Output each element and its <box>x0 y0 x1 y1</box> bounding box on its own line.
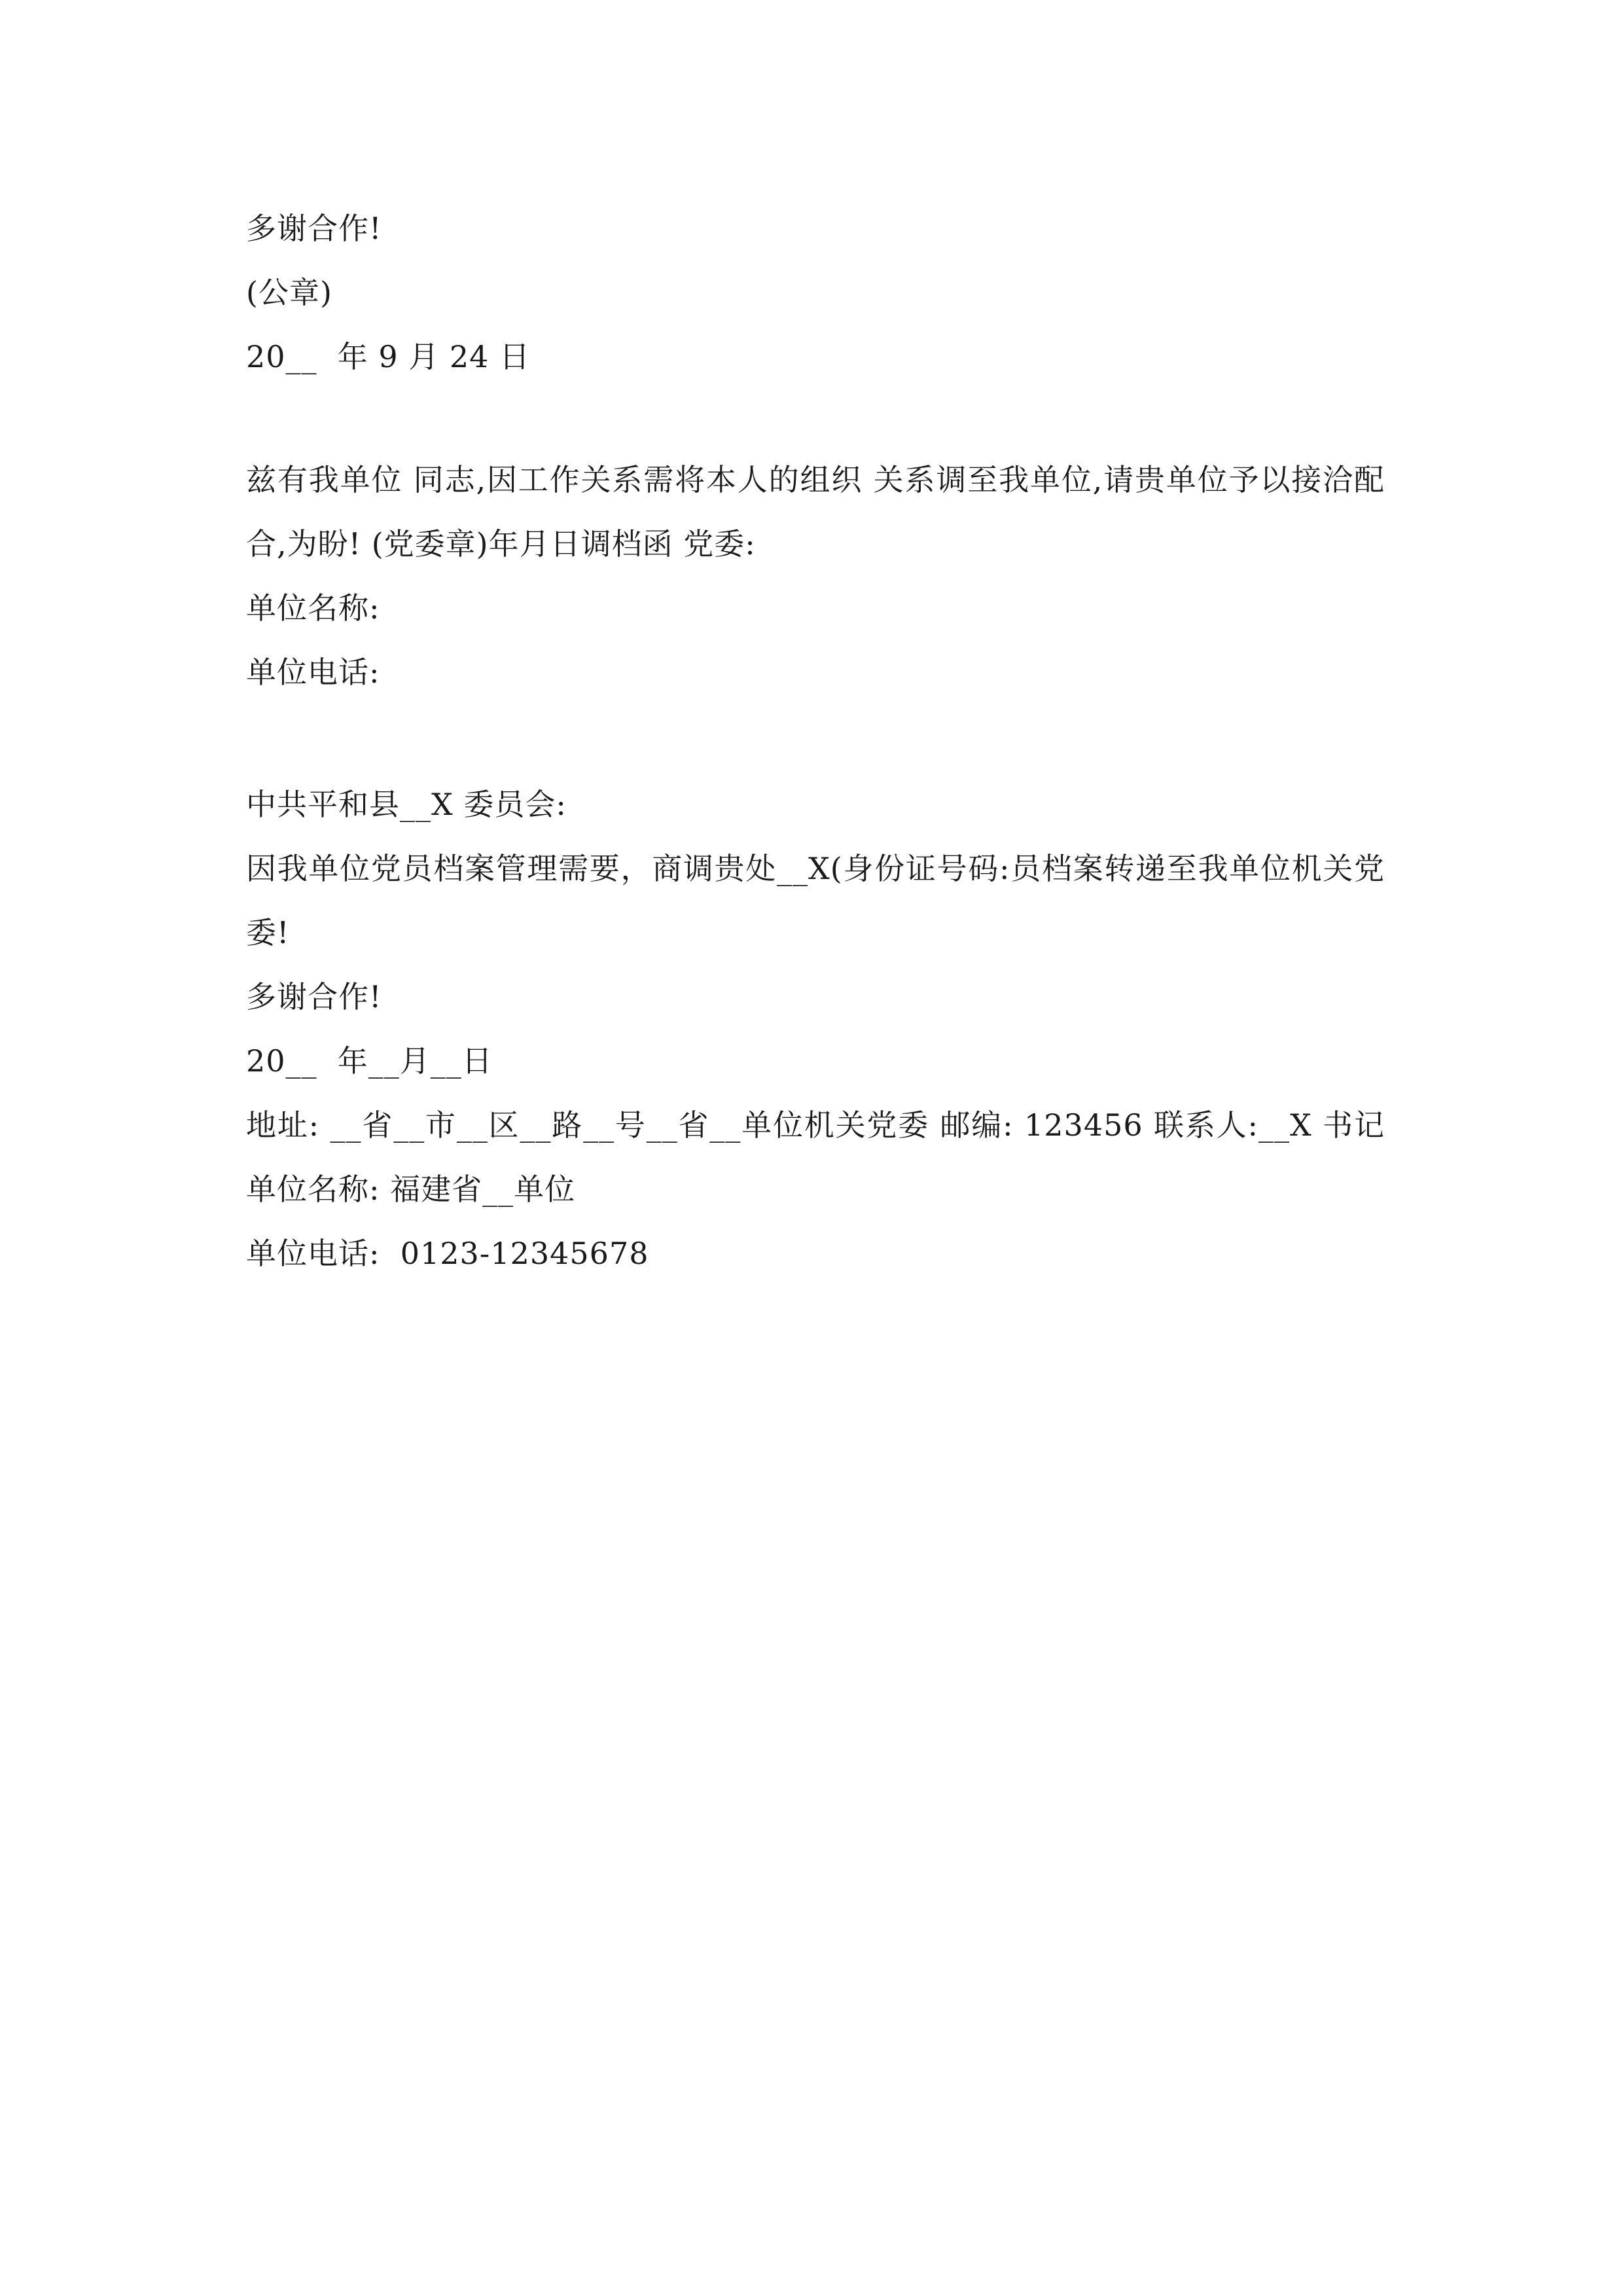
unit-phone-line: 单位电话: <box>246 655 380 690</box>
file-transfer-body: 因我单位党员档案管理需要，商调贵处__X(身份证号码:员档案转递至我单位机关党委! <box>246 851 1385 950</box>
closing-section <box>246 196 1385 389</box>
salutation-line: 中共平和县__X 委员会: <box>246 787 567 822</box>
address-line: 地址: __省__市__区__路__号__省__单位机关党委 邮编: 123456 联系人:__X 书记 单位名称: 福建省__单位 <box>246 1107 1385 1207</box>
date-line: 20__ 年__月__日 <box>246 1043 493 1079</box>
phone-line: 单位电话: 0123-12345678 <box>246 1236 649 1271</box>
thanks-line: 多谢合作! <box>246 979 382 1014</box>
seal-line: (公章) <box>246 275 332 310</box>
transfer-letter-section <box>246 448 1385 704</box>
date-line: 20__ 年 9 月 24 日 <box>246 339 531 374</box>
unit-name-line: 单位名称: <box>246 590 380 626</box>
transfer-letter-body: 兹有我单位 同志,因工作关系需将本人的组织 关系调至我单位,请贵单位予以接洽配合,为盼! (党委章)年月日调档函 党委: <box>246 462 1385 562</box>
thanks-line: 多谢合作! <box>246 211 382 246</box>
file-transfer-letter-section <box>246 772 1385 1285</box>
